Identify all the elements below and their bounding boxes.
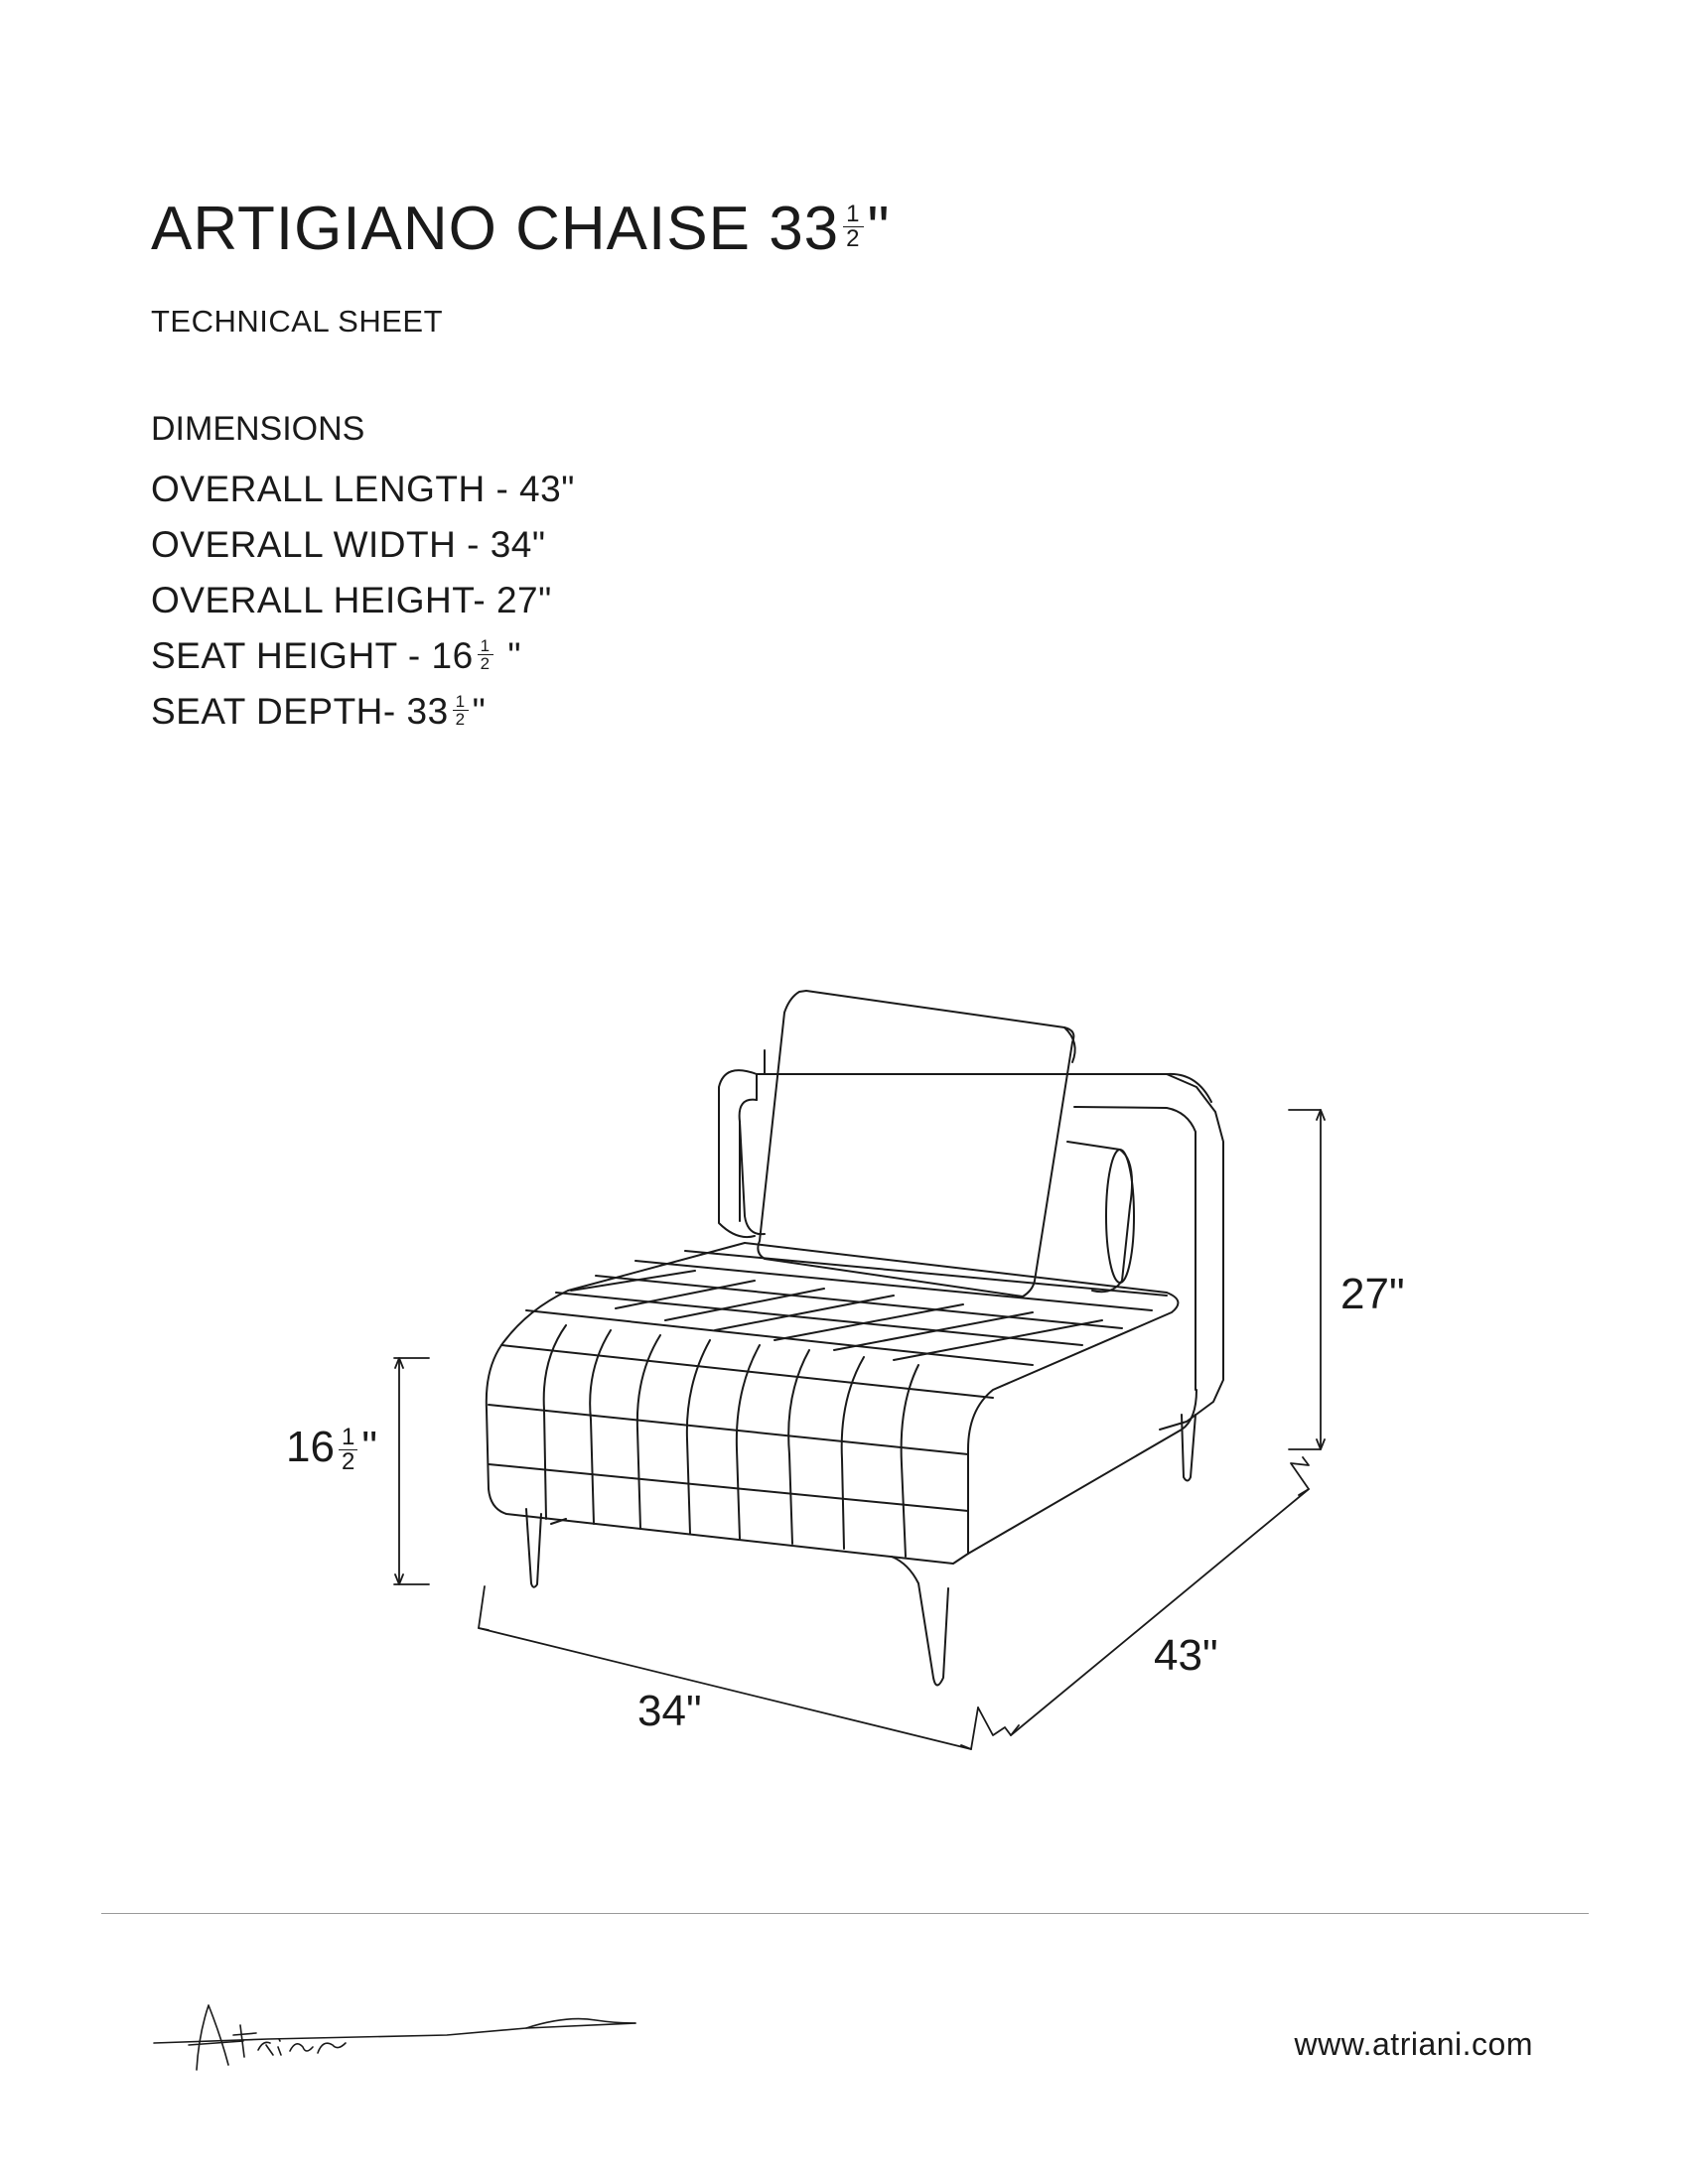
seat-height-fraction: $\frac{1}{2}$ [478, 637, 493, 672]
width-label: 34" [637, 1687, 702, 1735]
seat-depth: SEAT DEPTH- 33 $\frac{1}{2}$ " [151, 691, 487, 732]
overall-height: OVERALL HEIGHT- 27" [151, 580, 552, 620]
atriani-logo [149, 1995, 645, 2075]
seat-height-label: 16 $\frac{1}{2}$ " [286, 1423, 377, 1475]
left-arm-cushion [740, 1100, 765, 1235]
title-unit: " [867, 195, 891, 263]
seat-height: SEAT HEIGHT - 16 $\frac{1}{2}$ " [151, 635, 522, 676]
page-subtitle: TECHNICAL SHEET [151, 304, 444, 339]
overall-length: OVERALL LENGTH - 43" [151, 469, 575, 509]
legs [526, 1415, 1196, 1686]
height-label: 27" [1340, 1270, 1405, 1318]
footer-divider [101, 1913, 1589, 1914]
title-fraction: $\frac{1}{2}$ [843, 203, 863, 251]
seat [487, 1243, 1196, 1564]
website-url[interactable]: www.atriani.com [1294, 2026, 1533, 2062]
dimensions-heading: DIMENSIONS [151, 410, 365, 448]
seat-height-label-fraction: $\frac{1}{2}$ [339, 1426, 357, 1474]
back-frame [719, 1050, 1223, 1430]
overall-width: OVERALL WIDTH - 34" [151, 524, 546, 565]
title-text: ARTIGIANO CHAISE 33 [151, 195, 840, 263]
length-label: 43" [1154, 1631, 1218, 1680]
seat-depth-fraction: $\frac{1}{2}$ [453, 693, 469, 728]
bolster [1067, 1142, 1134, 1292]
